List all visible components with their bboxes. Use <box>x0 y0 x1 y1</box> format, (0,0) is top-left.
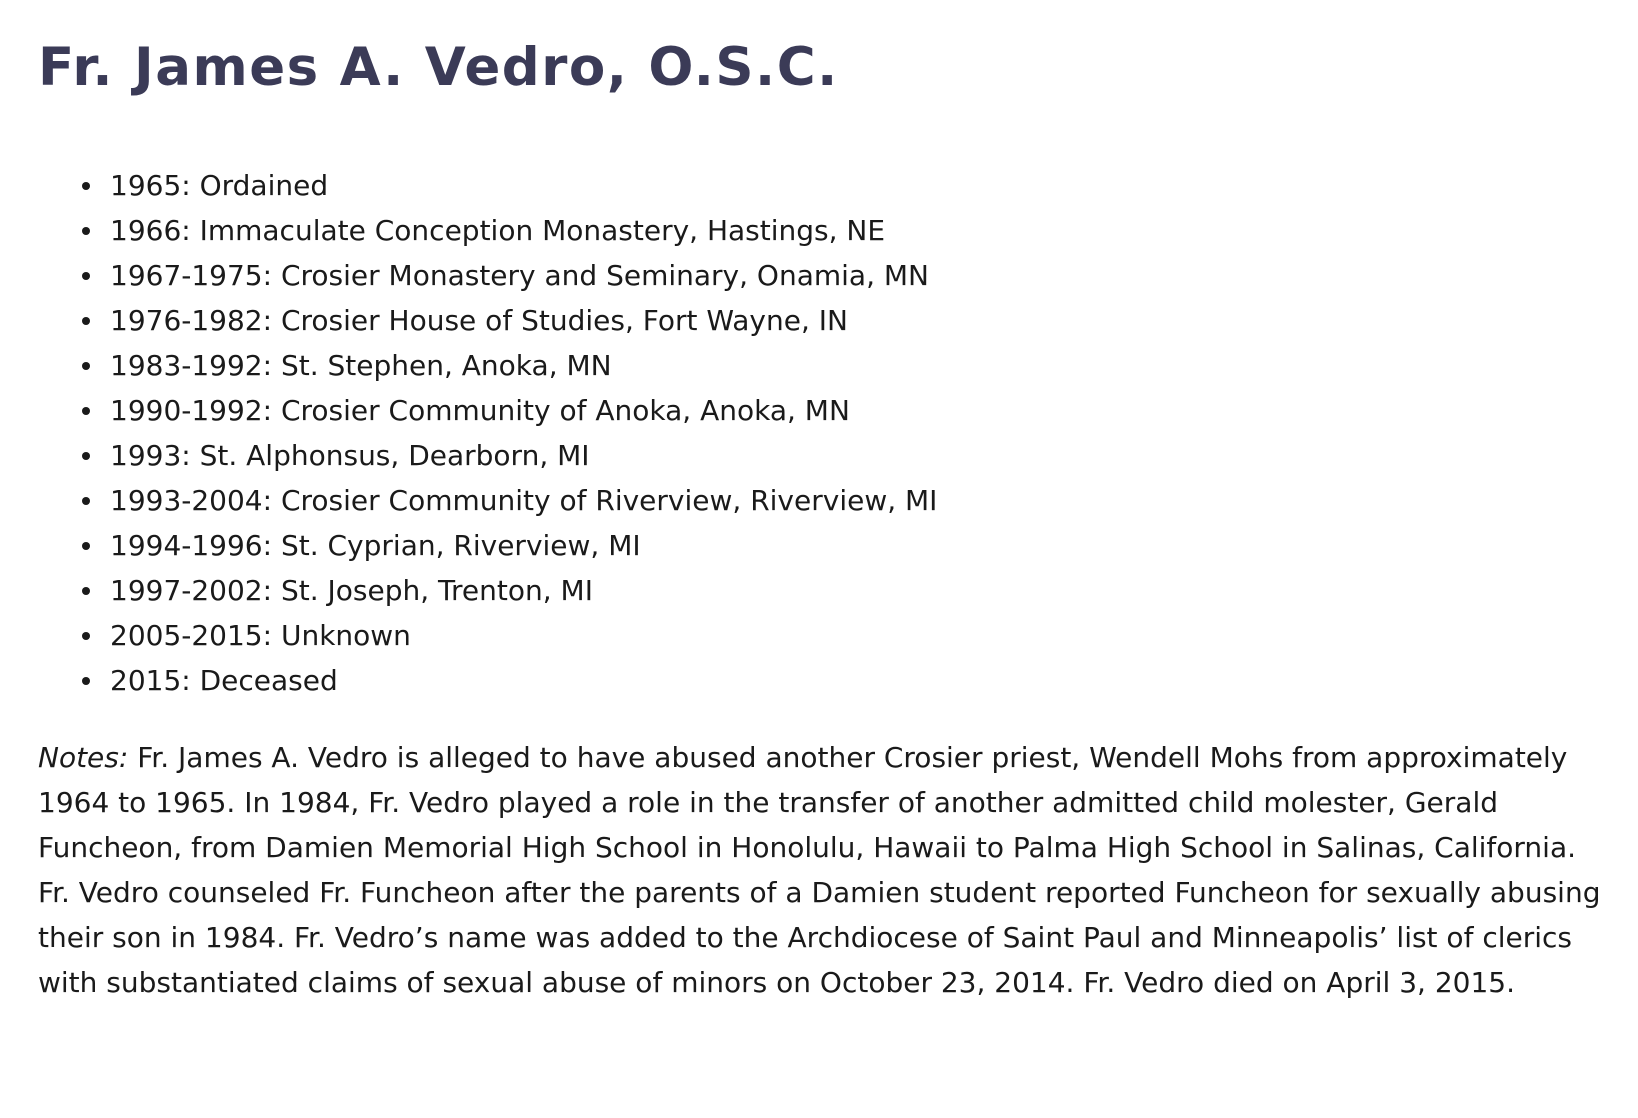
timeline-item-text: 1993-2004: Crosier Community of Riverview, Riverview, MI <box>110 484 938 517</box>
bullet-icon <box>82 677 90 685</box>
assignment-timeline <box>80 163 937 703</box>
bullet-icon <box>82 632 90 640</box>
notes-paragraph <box>38 735 1608 1005</box>
timeline-item-text: 1994-1996: St. Cyprian, Riverview, MI <box>110 529 641 562</box>
timeline-item-text: 2015: Deceased <box>110 664 338 697</box>
timeline-item <box>80 478 937 523</box>
bullet-icon <box>82 272 90 280</box>
timeline-item <box>80 343 937 388</box>
bullet-icon <box>82 362 90 370</box>
timeline-item-text: 1967-1975: Crosier Monastery and Seminary, Onamia, MN <box>110 259 929 292</box>
bullet-icon <box>82 542 90 550</box>
timeline-item <box>80 208 937 253</box>
notes-label: Notes: <box>38 741 129 774</box>
bullet-icon <box>82 407 90 415</box>
notes-text: Fr. James A. Vedro is alleged to have abused another Crosier priest, Wendell Mohs from approximately 1964 to 1965. In 1984, Fr. Vedro played a role in the transfer of another admitted child molester, Gerald Funcheon, from Damien Memorial High School in Honolulu, Hawaii to Palma High School in Salinas, California. Fr. Vedro counseled Fr. Funcheon after the parents of a Damien student reported Funcheon for sexually abusing their son in 1984. Fr. Vedro’s name was added to the Archdiocese of Saint Paul and Minneapolis’ list of clerics with substantiated claims of sexual abuse of minors on October 23, 2014. Fr. Vedro died on April 3, 2015. <box>38 741 1601 999</box>
timeline-item-text: 2005-2015: Unknown <box>110 619 411 652</box>
bullet-icon <box>82 317 90 325</box>
timeline-item-text: 1966: Immaculate Conception Monastery, Hastings, NE <box>110 214 886 247</box>
timeline-item-text: 1997-2002: St. Joseph, Trenton, MI <box>110 574 593 607</box>
bullet-icon <box>82 587 90 595</box>
timeline-item <box>80 568 937 613</box>
timeline-item-text: 1965: Ordained <box>110 169 329 202</box>
timeline-item <box>80 298 937 343</box>
timeline-item <box>80 433 937 478</box>
timeline-item-text: 1983-1992: St. Stephen, Anoka, MN <box>110 349 612 382</box>
timeline-item <box>80 613 937 658</box>
timeline-item <box>80 163 937 208</box>
timeline-item-text: 1976-1982: Crosier House of Studies, Fort Wayne, IN <box>110 304 848 337</box>
timeline-item-text: 1993: St. Alphonsus, Dearborn, MI <box>110 439 590 472</box>
timeline-item-text: 1990-1992: Crosier Community of Anoka, Anoka, MN <box>110 394 850 427</box>
timeline-item <box>80 523 937 568</box>
bullet-icon <box>82 227 90 235</box>
bullet-icon <box>82 452 90 460</box>
bullet-icon <box>82 182 90 190</box>
bullet-icon <box>82 497 90 505</box>
timeline-item <box>80 658 937 703</box>
timeline-item <box>80 253 937 298</box>
timeline-item <box>80 388 937 433</box>
page-title: Fr. James A. Vedro, O.S.C. <box>38 37 839 98</box>
